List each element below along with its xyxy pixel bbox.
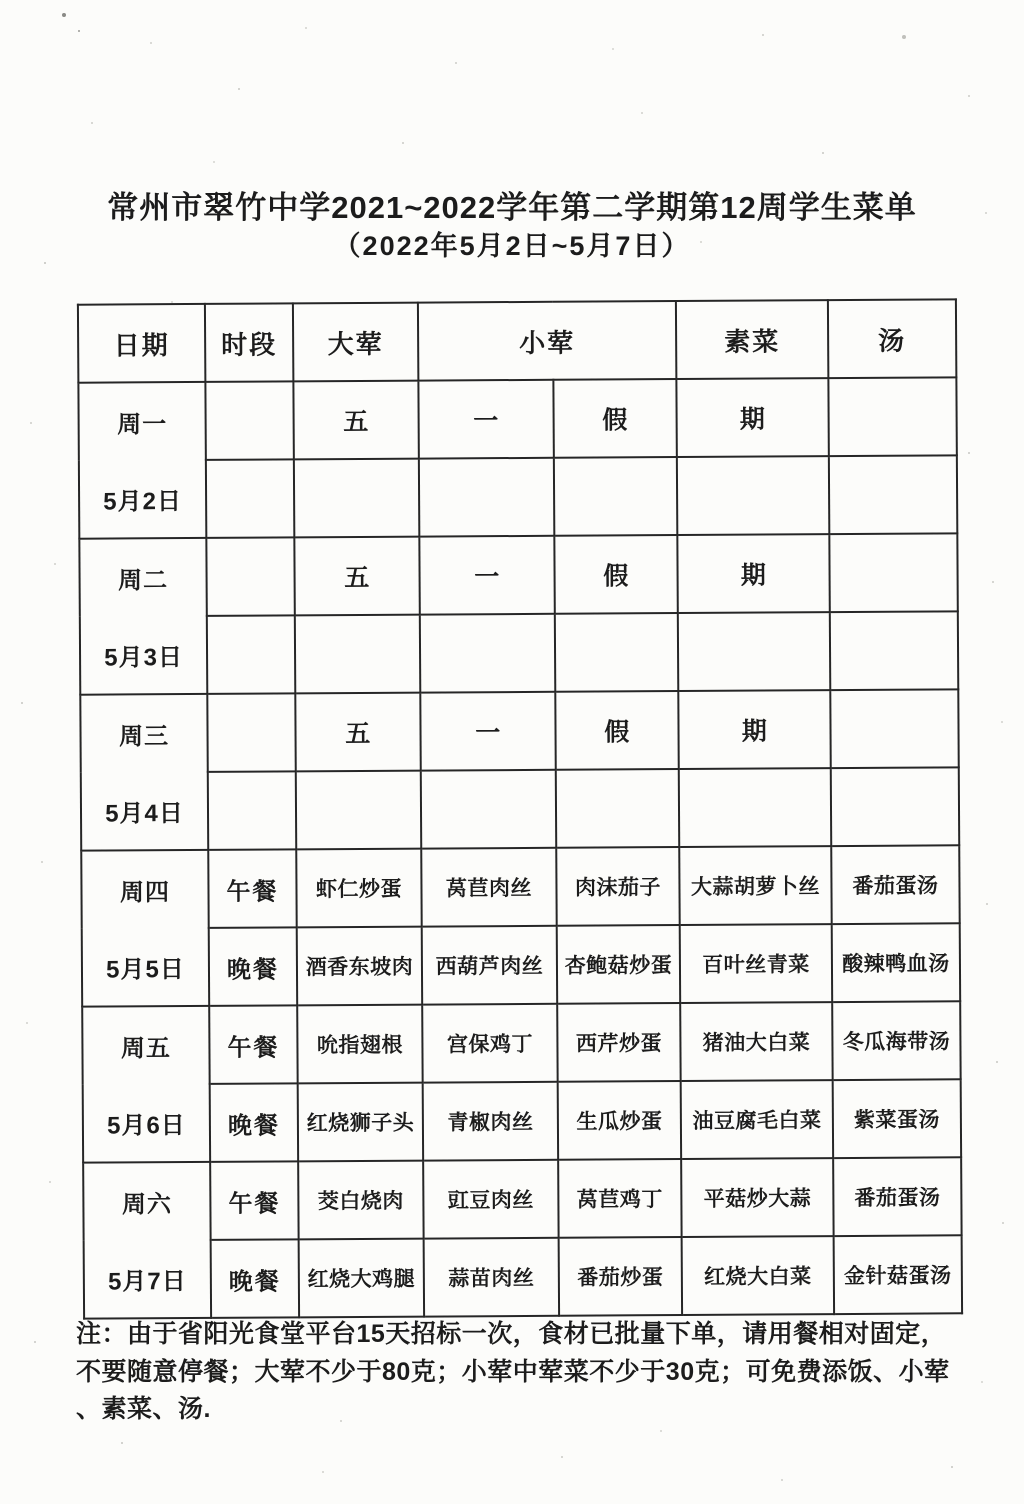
holiday-char-cell: 期 [678,690,830,769]
day-label: 周二 [118,567,169,595]
dish-cell: 红烧大鸡腿 [299,1239,424,1318]
period-cell [205,381,293,460]
scan-noise [0,0,2,2]
day-cell-wednesday [80,694,208,851]
column-header-soup: 汤 [828,299,956,378]
dish-cell: 生瓜炒蛋 [558,1081,681,1160]
date-label: 5月2日 [103,488,183,516]
dish-cell [296,771,421,850]
dish-cell [420,614,555,693]
table-row-friday-dinner [83,1079,961,1162]
column-header-main-meat: 大荤 [293,303,418,382]
holiday-char-cell: 一 [418,380,553,459]
holiday-char-cell: 五 [294,537,419,616]
dish-cell [555,613,678,692]
dish-cell: 番茄炒蛋 [559,1237,682,1316]
table-row-tuesday-bottom [80,611,958,694]
day-cell-saturday [83,1162,211,1319]
column-header-period: 时段 [205,303,293,382]
dish-cell: 金针菇蛋汤 [834,1235,962,1314]
day-cell-tuesday [79,538,207,695]
table-row-monday-top [78,377,956,460]
page-subtitle: （2022年5月2日~5月7日） [333,231,691,261]
holiday-char-cell: 一 [419,536,554,615]
dish-cell [678,612,830,691]
dish-cell [831,767,959,846]
holiday-char-cell: 假 [553,379,676,458]
dish-cell: 豇豆肉丝 [423,1160,558,1239]
table-row-tuesday-top [79,533,957,616]
day-label: 周一 [117,411,168,439]
dish-cell: 吮指翅根 [297,1005,422,1084]
page-title: 常州市翠竹中学2021~2022学年第二学期第12周学生菜单 [107,190,917,225]
dish-cell: 杏鲍菇炒蛋 [557,925,680,1004]
day-cell-monday [78,382,206,539]
holiday-char-cell: 期 [676,378,828,457]
dish-cell: 莴苣鸡丁 [558,1159,681,1238]
period-cell [207,615,295,694]
dish-cell: 虾仁炒蛋 [296,849,421,928]
dish-cell: 红烧大白菜 [682,1236,834,1315]
dish-cell: 酸辣鸭血汤 [832,923,960,1002]
dish-cell: 西芹炒蛋 [557,1003,680,1082]
table-row-saturday-dinner [84,1235,962,1318]
holiday-char-cell: 假 [554,535,677,614]
dish-cell [830,611,958,690]
dish-cell [829,533,957,612]
dish-cell: 茭白烧肉 [298,1161,423,1240]
period-cell: 晚餐 [210,1083,298,1162]
holiday-char-cell: 五 [295,693,420,772]
period-cell [206,459,294,538]
holiday-char-cell: 五 [293,381,418,460]
dish-cell: 百叶丝青菜 [680,924,832,1003]
day-label: 周五 [120,1035,172,1063]
dish-cell: 冬瓜海带汤 [832,1001,960,1080]
dish-cell: 酒香东坡肉 [297,927,422,1006]
period-cell: 午餐 [210,1161,298,1240]
table-row-wednesday-top [80,689,958,772]
column-header-vegetable: 素菜 [676,300,828,379]
day-label: 周三 [118,723,170,751]
holiday-char-cell: 期 [677,534,829,613]
dish-cell: 西葫芦肉丝 [422,926,557,1005]
menu-table [77,298,963,1319]
period-cell [207,693,295,772]
dish-cell: 大蒜胡萝卜丝 [679,846,831,925]
period-cell [208,771,296,850]
dish-cell [677,456,829,535]
dish-cell: 蒜苗肉丝 [424,1238,559,1317]
table-row-thursday-dinner [82,923,960,1006]
dish-cell [554,457,677,536]
dish-cell [419,458,554,537]
period-cell: 午餐 [208,849,296,928]
footnote [76,1316,986,1429]
footnote-line: 注：由于省阳光食堂平台15天招标一次，食材已批量下单，请用餐相对固定， [76,1320,947,1348]
period-cell: 晚餐 [209,927,297,1006]
dish-cell [830,689,958,768]
date-label: 5月5日 [106,956,185,984]
date-label: 5月4日 [105,800,184,828]
dish-cell [829,455,957,534]
dish-cell: 紫菜蛋汤 [833,1079,961,1158]
footnote-line: 、素菜、汤. [76,1395,211,1423]
day-label: 周四 [119,879,171,907]
dish-cell [421,770,556,849]
dish-cell: 莴苣肉丝 [421,848,556,927]
table-row-wednesday-bottom [81,767,959,850]
day-label: 周六 [121,1191,172,1219]
column-header-small-meat: 小荤 [418,301,676,381]
dish-cell [295,615,420,694]
dish-cell [294,459,419,538]
table-row-saturday-lunch [83,1157,961,1240]
dish-cell: 油豆腐毛白菜 [681,1080,833,1159]
dish-cell: 平菇炒大蒜 [681,1158,833,1237]
dish-cell: 猪油大白菜 [680,1002,832,1081]
dish-cell: 宫保鸡丁 [422,1004,557,1083]
column-header-date: 日期 [78,304,205,383]
date-label: 5月6日 [106,1112,186,1140]
holiday-char-cell: 假 [555,691,678,770]
dish-cell: 肉沫茄子 [556,847,679,926]
period-cell: 午餐 [209,1005,297,1084]
dish-cell: 红烧狮子头 [298,1083,423,1162]
date-label: 5月3日 [104,644,183,672]
period-cell: 晚餐 [211,1239,299,1318]
table-row-monday-bottom [79,455,957,538]
table-row-thursday-lunch [81,845,959,928]
footnote-line: 不要随意停餐；大荤不少于80克；小荤中荤菜不少于30克；可免费添饭、小荤 [76,1357,950,1386]
day-cell-friday [82,1006,210,1163]
dish-cell [556,769,679,848]
holiday-char-cell: 一 [420,692,555,771]
dish-cell: 番茄蛋汤 [831,845,959,924]
dish-cell [679,768,831,847]
header-row [78,299,956,382]
table-row-friday-lunch [82,1001,960,1084]
dish-cell [828,377,956,456]
period-cell [206,537,294,616]
dish-cell: 番茄蛋汤 [833,1157,961,1236]
date-label: 5月7日 [107,1268,187,1296]
dish-cell: 青椒肉丝 [423,1082,558,1161]
day-cell-thursday [81,850,209,1007]
